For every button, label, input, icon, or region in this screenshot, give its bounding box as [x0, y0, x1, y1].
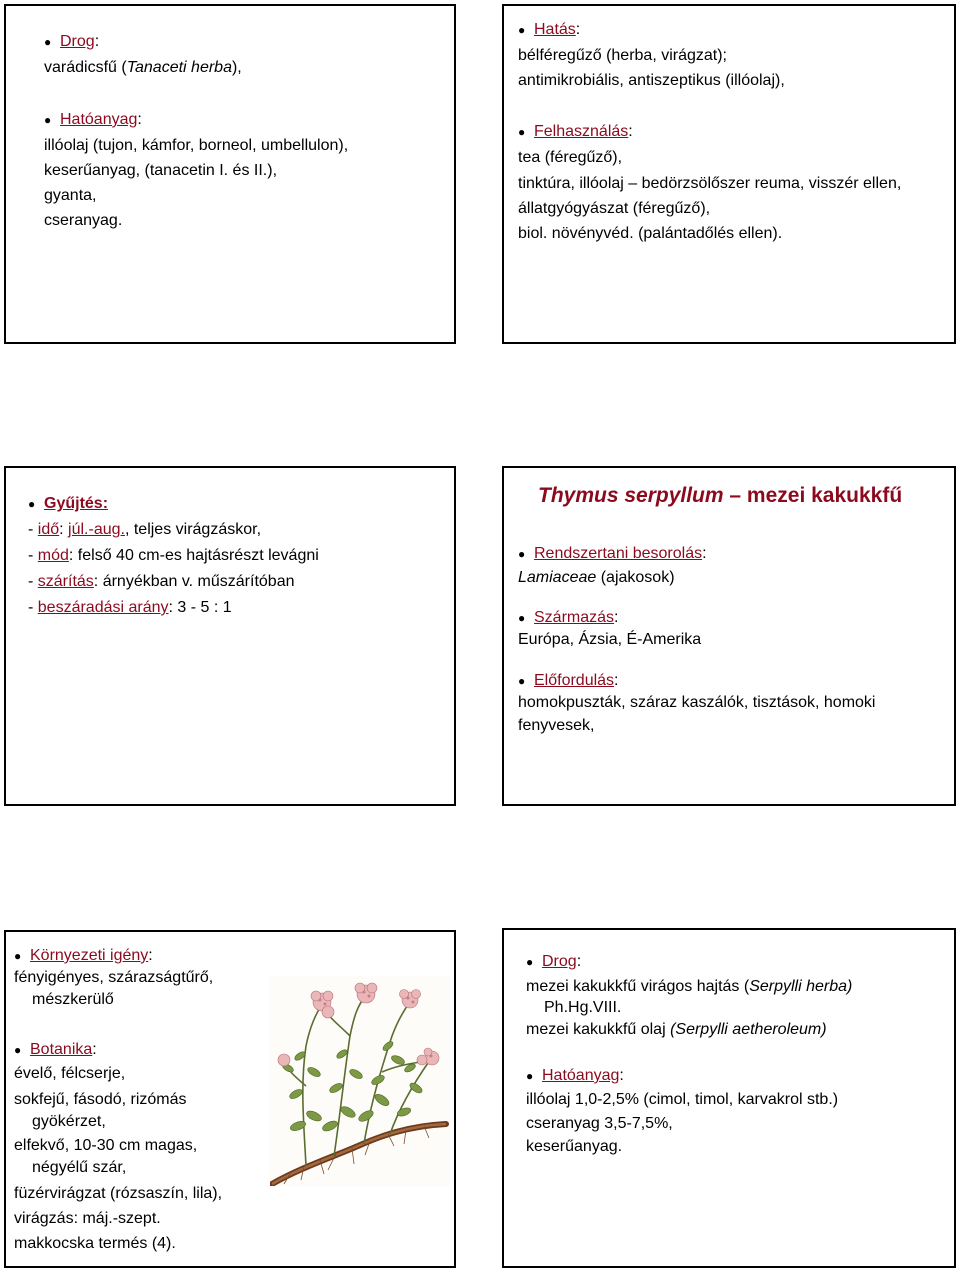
- slide-drog-hatoanyag: [4, 4, 456, 344]
- drog-heading: ● Drog:: [44, 30, 99, 54]
- hatoanyag-line: illóolaj 1,0-2,5% (cimol, timol, karvakrol stb.): [526, 1091, 839, 1108]
- bullet-icon: ●: [28, 497, 36, 511]
- bullet-icon: ●: [44, 113, 52, 127]
- szarmazas-heading: ● Származás:: [518, 606, 618, 630]
- hatoanyag-line: illóolaj (tujon, kámfor, borneol, umbellulon),: [44, 137, 349, 154]
- bullet-icon: ●: [518, 674, 526, 688]
- botanika-label: Botanika: [30, 1041, 93, 1058]
- felhasznalas-line: tea (féregűző),: [518, 149, 623, 166]
- hatoanyag-line: keserűanyag.: [526, 1138, 623, 1155]
- drog-line: mezei kakukkfű olaj (Serpylli aetheroleum): [526, 1021, 827, 1038]
- botanika-line: négyélű szár,: [32, 1159, 127, 1176]
- hatoanyag-line: keserűanyag, (tanacetin I. és II.),: [44, 162, 278, 179]
- hatoanyag-heading: ● Hatóanyag:: [44, 108, 142, 132]
- botanika-heading: ● Botanika:: [14, 1038, 97, 1062]
- hatoanyag-line: cseranyag 3,5-7,5%,: [526, 1115, 673, 1132]
- slide-gyujtes: [4, 466, 456, 806]
- felhasznalas-line: biol. növényvéd. (palántadőlés ellen).: [518, 225, 783, 242]
- bullet-icon: ●: [14, 1043, 22, 1057]
- plant-illustration: [270, 976, 450, 1186]
- gyujtes-heading: [28, 492, 108, 516]
- hatas-heading: ● Hatás:: [518, 18, 580, 42]
- bullet-icon: ●: [518, 23, 526, 37]
- elofordulas-label: Előfordulás: [534, 672, 615, 689]
- drog-label: Drog: [60, 33, 95, 50]
- elofordulas-line: homokpuszták, száraz kaszálók, tisztások, homoki: [518, 694, 876, 711]
- elofordulas-heading: ● Előfordulás:: [518, 669, 619, 693]
- slide-hatas-felhasznalas: [502, 4, 956, 344]
- kornyezeti-line: mészkerülő: [32, 991, 114, 1008]
- kornyezeti-heading: ● Környezeti igény:: [14, 944, 153, 968]
- kornyezeti-line: fényigényes, szárazságtűrő,: [14, 969, 214, 986]
- bullet-icon: ●: [44, 35, 52, 49]
- slide-thymus-serpyllum: [502, 466, 956, 806]
- hatoanyag-line: gyanta,: [44, 187, 97, 204]
- botanika-line: sokfejű, fásodó, rizómás: [14, 1091, 187, 1108]
- rendszertani-value: Lamiaceae (ajakosok): [518, 569, 675, 586]
- bullet-icon: ●: [518, 611, 526, 625]
- felhasznalas-heading: ● Felhasználás:: [518, 120, 633, 144]
- rendszertani-heading: ● Rendszertani besorolás:: [518, 542, 707, 566]
- botanika-line: gyökérzet,: [32, 1113, 106, 1130]
- botanika-line: évelő, félcserje,: [14, 1065, 126, 1082]
- kornyezeti-label: Környezeti igény: [30, 947, 149, 964]
- elofordulas-line: fenyvesek,: [518, 717, 595, 734]
- gyujtes-label: Gyűjtés:: [44, 495, 109, 512]
- mod-line: - mód: felső 40 cm-es hajtásrészt levágni: [28, 547, 319, 564]
- bullet-icon: ●: [526, 1069, 534, 1083]
- hatas-line: bélféregűző (herba, virágzat);: [518, 47, 727, 64]
- szaritas-line: - szárítás: árnyékban v. műszárítóban: [28, 573, 295, 590]
- drog-label: Drog: [542, 953, 577, 970]
- arany-line: - beszáradási arány: 3 - 5 : 1: [28, 599, 232, 616]
- slide-kornyezet-botanika: [4, 930, 456, 1268]
- botanika-line: füzérvirágzat (rózsaszín, lila),: [14, 1185, 223, 1202]
- hatas-label: Hatás: [534, 21, 576, 38]
- hatoanyag-line: cseranyag.: [44, 212, 123, 229]
- slide-drog-hatoanyag-kakukkfu: [502, 928, 956, 1268]
- felhasznalas-line: tinktúra, illóolaj – bedörzsölőszer reuma, visszér ellen,: [518, 175, 902, 192]
- felhasznalas-line: állatgyógyászat (féregűző),: [518, 200, 711, 217]
- szarmazas-value: Európa, Ázsia, É-Amerika: [518, 631, 702, 648]
- drog-line: Ph.Hg.VIII.: [544, 999, 622, 1016]
- bullet-icon: ●: [14, 949, 22, 963]
- felhasznalas-label: Felhasználás: [534, 123, 629, 140]
- botanika-line: elfekvő, 10-30 cm magas,: [14, 1137, 198, 1154]
- ido-line: - idő: júl.-aug., teljes virágzáskor,: [28, 521, 262, 538]
- botanika-line: makkocska termés (4).: [14, 1235, 176, 1252]
- drog-line: mezei kakukkfű virágos hajtás (Serpylli herba): [526, 978, 853, 995]
- rendszertani-label: Rendszertani besorolás: [534, 545, 703, 562]
- hatoanyag-heading: ● Hatóanyag:: [526, 1064, 624, 1088]
- hatas-line: antimikrobiális, antiszeptikus (illóolaj),: [518, 72, 785, 89]
- drog-heading: ● Drog:: [526, 950, 581, 974]
- botanika-line: virágzás: máj.-szept.: [14, 1210, 161, 1227]
- hatoanyag-label: Hatóanyag: [60, 111, 138, 128]
- bullet-icon: ●: [518, 125, 526, 139]
- hatoanyag-label: Hatóanyag: [542, 1067, 620, 1084]
- bullet-icon: ●: [518, 547, 526, 561]
- drog-text: varádicsfű (Tanaceti herba),: [44, 59, 242, 76]
- page-title: Thymus serpyllum – mezei kakukkfű: [538, 484, 903, 507]
- szarmazas-label: Származás: [534, 609, 615, 626]
- bullet-icon: ●: [526, 955, 534, 969]
